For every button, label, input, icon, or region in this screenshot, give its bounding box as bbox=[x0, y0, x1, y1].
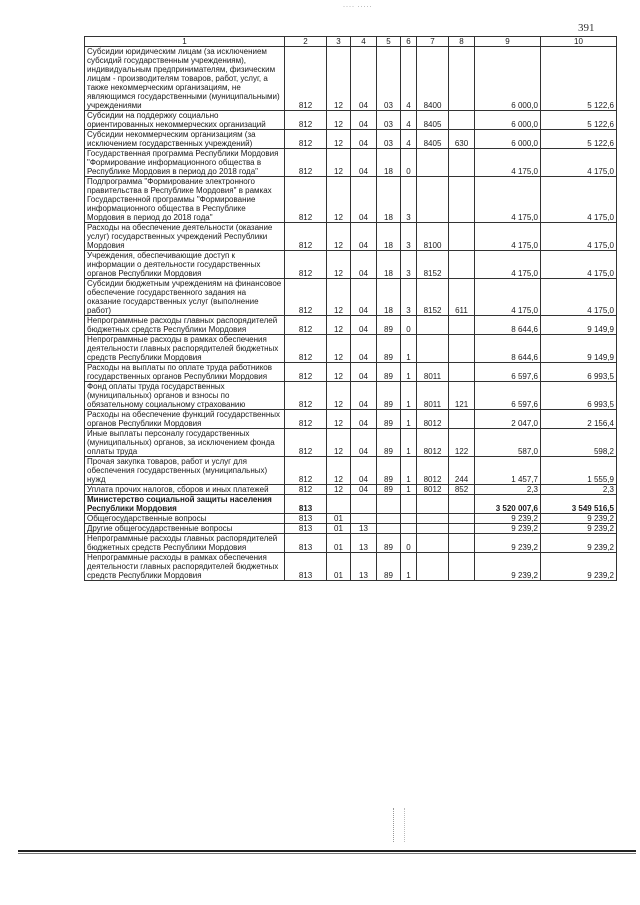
row-name-cell: Другие общегосударственные вопросы bbox=[85, 524, 285, 534]
admin-code-cell: 812 bbox=[285, 251, 327, 279]
amount-2015-cell: 4 175,0 bbox=[475, 251, 541, 279]
row-name-cell: Непрограммные расходы главных распорядителей бюджетных средств Республики Мордовия bbox=[85, 534, 285, 553]
admin-code-cell: 812 bbox=[285, 177, 327, 223]
subprogram-cell: 0 bbox=[401, 316, 417, 335]
section-cell: 12 bbox=[327, 251, 351, 279]
admin-code-cell: 812 bbox=[285, 485, 327, 495]
admin-code-cell: 812 bbox=[285, 457, 327, 485]
direction-cell bbox=[417, 335, 449, 363]
subsection-cell: 13 bbox=[351, 534, 377, 553]
amount-2015-cell: 6 597,6 bbox=[475, 382, 541, 410]
section-cell: 12 bbox=[327, 177, 351, 223]
amount-2016-cell: 5 122,6 bbox=[541, 130, 617, 149]
column-header: 3 bbox=[327, 37, 351, 47]
subprogram-cell: 1 bbox=[401, 457, 417, 485]
amount-2016-cell: 9 239,2 bbox=[541, 524, 617, 534]
direction-cell: 8012 bbox=[417, 410, 449, 429]
column-header: 7 bbox=[417, 37, 449, 47]
table-row bbox=[85, 410, 617, 429]
expense-type-cell: 852 bbox=[449, 485, 475, 495]
table-row bbox=[85, 363, 617, 382]
table-row bbox=[85, 457, 617, 485]
direction-cell: 8405 bbox=[417, 130, 449, 149]
expense-type-cell bbox=[449, 410, 475, 429]
expense-type-cell bbox=[449, 363, 475, 382]
amount-2016-cell: 6 993,5 bbox=[541, 382, 617, 410]
expense-type-cell: 122 bbox=[449, 429, 475, 457]
amount-2015-cell: 6 000,0 bbox=[475, 47, 541, 111]
program-cell: 03 bbox=[377, 111, 401, 130]
expense-type-cell bbox=[449, 514, 475, 524]
row-name-cell: Субсидии некоммерческим организациям (за исключением государственных учреждений) bbox=[85, 130, 285, 149]
amount-2015-cell: 8 644,6 bbox=[475, 316, 541, 335]
amount-2016-cell: 598,2 bbox=[541, 429, 617, 457]
expense-type-cell bbox=[449, 495, 475, 514]
section-cell: 12 bbox=[327, 485, 351, 495]
column-header: 8 bbox=[449, 37, 475, 47]
direction-cell: 8011 bbox=[417, 363, 449, 382]
amount-2015-cell: 9 239,2 bbox=[475, 534, 541, 553]
admin-code-cell: 813 bbox=[285, 553, 327, 581]
subprogram-cell: 3 bbox=[401, 279, 417, 316]
row-name-cell: Субсидии на поддержку социально ориентированных некоммерческих организаций bbox=[85, 111, 285, 130]
admin-code-cell: 813 bbox=[285, 514, 327, 524]
program-cell: 89 bbox=[377, 410, 401, 429]
section-cell: 12 bbox=[327, 316, 351, 335]
section-cell: 01 bbox=[327, 534, 351, 553]
expense-type-cell: 244 bbox=[449, 457, 475, 485]
admin-code-cell: 813 bbox=[285, 534, 327, 553]
amount-2016-cell: 4 175,0 bbox=[541, 177, 617, 223]
section-cell: 12 bbox=[327, 223, 351, 251]
program-cell: 89 bbox=[377, 382, 401, 410]
amount-2015-cell: 8 644,6 bbox=[475, 335, 541, 363]
subprogram-cell: 4 bbox=[401, 111, 417, 130]
amount-2015-cell: 6 000,0 bbox=[475, 111, 541, 130]
amount-2016-cell: 9 149,9 bbox=[541, 335, 617, 363]
column-header: 2 bbox=[285, 37, 327, 47]
section-cell: 12 bbox=[327, 279, 351, 316]
admin-code-cell: 812 bbox=[285, 363, 327, 382]
column-header: 9 bbox=[475, 37, 541, 47]
amount-2016-cell: 1 555,9 bbox=[541, 457, 617, 485]
subsection-cell: 04 bbox=[351, 363, 377, 382]
section-cell: 12 bbox=[327, 457, 351, 485]
direction-cell bbox=[417, 495, 449, 514]
expense-type-cell: 630 bbox=[449, 130, 475, 149]
direction-cell: 8400 bbox=[417, 47, 449, 111]
direction-cell bbox=[417, 524, 449, 534]
table-row bbox=[85, 177, 617, 223]
expense-type-cell bbox=[449, 223, 475, 251]
row-name-cell: Министерство социальной защиты населения Республики Мордовия bbox=[85, 495, 285, 514]
amount-2015-cell: 2,3 bbox=[475, 485, 541, 495]
amount-2015-cell: 4 175,0 bbox=[475, 279, 541, 316]
direction-cell bbox=[417, 553, 449, 581]
amount-2016-cell: 9 149,9 bbox=[541, 316, 617, 335]
program-cell: 18 bbox=[377, 149, 401, 177]
direction-cell: 8405 bbox=[417, 111, 449, 130]
direction-cell bbox=[417, 177, 449, 223]
amount-2016-cell: 9 239,2 bbox=[541, 514, 617, 524]
table-row bbox=[85, 534, 617, 553]
section-cell: 01 bbox=[327, 514, 351, 524]
program-cell: 89 bbox=[377, 363, 401, 382]
row-name-cell: Государственная программа Республики Мордовия "Формирование информационного общества в Республике Мордовия в период до 2018 года" bbox=[85, 149, 285, 177]
amount-2015-cell: 6 597,6 bbox=[475, 363, 541, 382]
admin-code-cell: 812 bbox=[285, 130, 327, 149]
row-name-cell: Расходы на обеспечение деятельности (оказание услуг) государственных учреждений Республики Мордовия bbox=[85, 223, 285, 251]
row-name-cell: Непрограммные расходы в рамках обеспечения деятельности главных распорядителей бюджетных средств Республики Мордовия bbox=[85, 553, 285, 581]
row-name-cell: Уплата прочих налогов, сборов и иных платежей bbox=[85, 485, 285, 495]
program-cell: 18 bbox=[377, 279, 401, 316]
program-cell: 89 bbox=[377, 485, 401, 495]
admin-code-cell: 812 bbox=[285, 410, 327, 429]
row-name-cell: Прочая закупка товаров, работ и услуг для обеспечения государственных (муниципальных) нужд bbox=[85, 457, 285, 485]
row-name-cell: Непрограммные расходы в рамках обеспечения деятельности главных распорядителей бюджетных средств Республики Мордовия bbox=[85, 335, 285, 363]
admin-code-cell: 812 bbox=[285, 149, 327, 177]
expense-type-cell bbox=[449, 111, 475, 130]
amount-2016-cell: 5 122,6 bbox=[541, 111, 617, 130]
section-cell: 12 bbox=[327, 47, 351, 111]
table-body bbox=[85, 47, 617, 581]
table-row bbox=[85, 382, 617, 410]
amount-2015-cell: 6 000,0 bbox=[475, 130, 541, 149]
admin-code-cell: 812 bbox=[285, 47, 327, 111]
row-name-cell: Учреждения, обеспечивающие доступ к информации о деятельности государственных органов Республики Мордовия bbox=[85, 251, 285, 279]
table-header-row bbox=[85, 37, 617, 47]
amount-2016-cell: 2 156,4 bbox=[541, 410, 617, 429]
table-row bbox=[85, 524, 617, 534]
admin-code-cell: 812 bbox=[285, 223, 327, 251]
subsection-cell: 13 bbox=[351, 553, 377, 581]
subprogram-cell: 0 bbox=[401, 534, 417, 553]
row-name-cell: Подпрограмма "Формирование электронного правительства в Республике Мордовия" в рамках Государственной программы "Формирование информационного общества в Республике Мордовия в период до 2018 года" bbox=[85, 177, 285, 223]
subprogram-cell: 1 bbox=[401, 485, 417, 495]
row-name-cell: Субсидии бюджетным учреждениям на финансовое обеспечение государственного задания на оказание государственных услуг (выполнение работ) bbox=[85, 279, 285, 316]
section-cell: 12 bbox=[327, 382, 351, 410]
subsection-cell: 04 bbox=[351, 130, 377, 149]
direction-cell bbox=[417, 534, 449, 553]
table-row bbox=[85, 495, 617, 514]
amount-2016-cell: 3 549 516,5 bbox=[541, 495, 617, 514]
subprogram-cell: 3 bbox=[401, 223, 417, 251]
subprogram-cell: 3 bbox=[401, 251, 417, 279]
subsection-cell: 04 bbox=[351, 316, 377, 335]
program-cell: 89 bbox=[377, 429, 401, 457]
direction-cell bbox=[417, 316, 449, 335]
amount-2015-cell: 587,0 bbox=[475, 429, 541, 457]
expense-type-cell bbox=[449, 553, 475, 581]
subsection-cell: 04 bbox=[351, 149, 377, 177]
amount-2015-cell: 2 047,0 bbox=[475, 410, 541, 429]
admin-code-cell: 812 bbox=[285, 429, 327, 457]
row-name-cell: Фонд оплаты труда государственных (муниципальных) органов и взносы по обязательному социальному страхованию bbox=[85, 382, 285, 410]
direction-cell bbox=[417, 514, 449, 524]
table-row bbox=[85, 47, 617, 111]
row-name-cell: Общегосударственные вопросы bbox=[85, 514, 285, 524]
admin-code-cell: 812 bbox=[285, 382, 327, 410]
table-row bbox=[85, 130, 617, 149]
program-cell: 03 bbox=[377, 47, 401, 111]
amount-2016-cell: 4 175,0 bbox=[541, 279, 617, 316]
subprogram-cell: 0 bbox=[401, 149, 417, 177]
subsection-cell: 04 bbox=[351, 279, 377, 316]
row-name-cell: Иные выплаты персоналу государственных (муниципальных) органов, за исключением фонда оплаты труда bbox=[85, 429, 285, 457]
subprogram-cell bbox=[401, 495, 417, 514]
admin-code-cell: 812 bbox=[285, 316, 327, 335]
section-cell: 12 bbox=[327, 149, 351, 177]
subprogram-cell: 3 bbox=[401, 177, 417, 223]
row-name-cell: Непрограммные расходы главных распорядителей бюджетных средств Республики Мордовия bbox=[85, 316, 285, 335]
amount-2016-cell: 4 175,0 bbox=[541, 251, 617, 279]
subprogram-cell: 1 bbox=[401, 382, 417, 410]
table-row bbox=[85, 111, 617, 130]
amount-2015-cell: 4 175,0 bbox=[475, 177, 541, 223]
table-row bbox=[85, 514, 617, 524]
program-cell: 89 bbox=[377, 457, 401, 485]
subsection-cell: 04 bbox=[351, 485, 377, 495]
program-cell: 18 bbox=[377, 251, 401, 279]
bottom-rule-thin bbox=[18, 853, 636, 854]
column-header: 4 bbox=[351, 37, 377, 47]
program-cell: 89 bbox=[377, 335, 401, 363]
subprogram-cell bbox=[401, 524, 417, 534]
subprogram-cell: 1 bbox=[401, 363, 417, 382]
subsection-cell: 04 bbox=[351, 382, 377, 410]
table-row bbox=[85, 485, 617, 495]
table-row bbox=[85, 279, 617, 316]
table-row bbox=[85, 553, 617, 581]
admin-code-cell: 812 bbox=[285, 279, 327, 316]
subsection-cell: 04 bbox=[351, 47, 377, 111]
amount-2015-cell: 3 520 007,6 bbox=[475, 495, 541, 514]
section-cell: 12 bbox=[327, 335, 351, 363]
expense-type-cell bbox=[449, 316, 475, 335]
row-name-cell: Расходы на обеспечение функций государственных органов Республики Мордовия bbox=[85, 410, 285, 429]
table-row bbox=[85, 335, 617, 363]
section-cell: 12 bbox=[327, 130, 351, 149]
expense-type-cell: 611 bbox=[449, 279, 475, 316]
subprogram-cell: 4 bbox=[401, 47, 417, 111]
amount-2015-cell: 4 175,0 bbox=[475, 223, 541, 251]
expense-type-cell bbox=[449, 149, 475, 177]
amount-2016-cell: 2,3 bbox=[541, 485, 617, 495]
direction-cell bbox=[417, 149, 449, 177]
subsection-cell bbox=[351, 495, 377, 514]
direction-cell: 8152 bbox=[417, 279, 449, 316]
column-header: 1 bbox=[85, 37, 285, 47]
subprogram-cell: 1 bbox=[401, 410, 417, 429]
subsection-cell: 04 bbox=[351, 410, 377, 429]
section-cell: 12 bbox=[327, 111, 351, 130]
expense-type-cell bbox=[449, 47, 475, 111]
table-row bbox=[85, 429, 617, 457]
program-cell bbox=[377, 524, 401, 534]
bottom-rule bbox=[18, 850, 636, 852]
table-row bbox=[85, 251, 617, 279]
row-name-cell: Расходы на выплаты по оплате труда работников государственных органов Республики Мордовия bbox=[85, 363, 285, 382]
subprogram-cell: 1 bbox=[401, 335, 417, 363]
amount-2016-cell: 4 175,0 bbox=[541, 223, 617, 251]
amount-2015-cell: 9 239,2 bbox=[475, 524, 541, 534]
expense-type-cell bbox=[449, 534, 475, 553]
direction-cell: 8100 bbox=[417, 223, 449, 251]
direction-cell: 8012 bbox=[417, 429, 449, 457]
table-row bbox=[85, 223, 617, 251]
column-header: 10 bbox=[541, 37, 617, 47]
amount-2015-cell: 1 457,7 bbox=[475, 457, 541, 485]
direction-cell: 8012 bbox=[417, 457, 449, 485]
program-cell: 18 bbox=[377, 223, 401, 251]
section-cell: 12 bbox=[327, 410, 351, 429]
amount-2015-cell: 9 239,2 bbox=[475, 514, 541, 524]
amount-2016-cell: 6 993,5 bbox=[541, 363, 617, 382]
subsection-cell: 04 bbox=[351, 223, 377, 251]
amount-2016-cell: 4 175,0 bbox=[541, 149, 617, 177]
scan-artifact bbox=[393, 808, 405, 842]
budget-table bbox=[84, 36, 617, 581]
column-header: 5 bbox=[377, 37, 401, 47]
page-number: 391 bbox=[578, 22, 595, 34]
subsection-cell: 04 bbox=[351, 251, 377, 279]
section-cell: 01 bbox=[327, 553, 351, 581]
amount-2015-cell: 4 175,0 bbox=[475, 149, 541, 177]
subsection-cell: 04 bbox=[351, 457, 377, 485]
program-cell: 03 bbox=[377, 130, 401, 149]
subsection-cell: 04 bbox=[351, 177, 377, 223]
subprogram-cell: 1 bbox=[401, 553, 417, 581]
section-cell bbox=[327, 495, 351, 514]
subsection-cell: 13 bbox=[351, 524, 377, 534]
subsection-cell: 04 bbox=[351, 429, 377, 457]
expense-type-cell bbox=[449, 251, 475, 279]
section-cell: 12 bbox=[327, 429, 351, 457]
expense-type-cell bbox=[449, 524, 475, 534]
admin-code-cell: 812 bbox=[285, 111, 327, 130]
row-name-cell: Субсидии юридическим лицам (за исключением субсидий государственным учреждениям), индивидуальным предпринимателям, физическим лицам - производителям товаров, работ, услуг, а также некоммерческим организациям, не являющимся государственными (муниципальными) учреждениями bbox=[85, 47, 285, 111]
admin-code-cell: 813 bbox=[285, 495, 327, 514]
subsection-cell: 04 bbox=[351, 335, 377, 363]
expense-type-cell bbox=[449, 335, 475, 363]
expense-type-cell bbox=[449, 177, 475, 223]
program-cell: 89 bbox=[377, 553, 401, 581]
direction-cell: 8011 bbox=[417, 382, 449, 410]
section-cell: 01 bbox=[327, 524, 351, 534]
table-row bbox=[85, 316, 617, 335]
section-cell: 12 bbox=[327, 363, 351, 382]
table-row bbox=[85, 149, 617, 177]
direction-cell: 8012 bbox=[417, 485, 449, 495]
program-cell bbox=[377, 495, 401, 514]
program-cell: 89 bbox=[377, 534, 401, 553]
column-header: 6 bbox=[401, 37, 417, 47]
subprogram-cell: 1 bbox=[401, 429, 417, 457]
amount-2016-cell: 5 122,6 bbox=[541, 47, 617, 111]
direction-cell: 8152 bbox=[417, 251, 449, 279]
subprogram-cell bbox=[401, 514, 417, 524]
scan-mark: ···· ····· bbox=[343, 4, 373, 10]
expense-type-cell: 121 bbox=[449, 382, 475, 410]
amount-2016-cell: 9 239,2 bbox=[541, 553, 617, 581]
subsection-cell bbox=[351, 514, 377, 524]
subsection-cell: 04 bbox=[351, 111, 377, 130]
admin-code-cell: 813 bbox=[285, 524, 327, 534]
program-cell: 89 bbox=[377, 316, 401, 335]
admin-code-cell: 812 bbox=[285, 335, 327, 363]
amount-2015-cell: 9 239,2 bbox=[475, 553, 541, 581]
subprogram-cell: 4 bbox=[401, 130, 417, 149]
amount-2016-cell: 9 239,2 bbox=[541, 534, 617, 553]
program-cell bbox=[377, 514, 401, 524]
program-cell: 18 bbox=[377, 177, 401, 223]
